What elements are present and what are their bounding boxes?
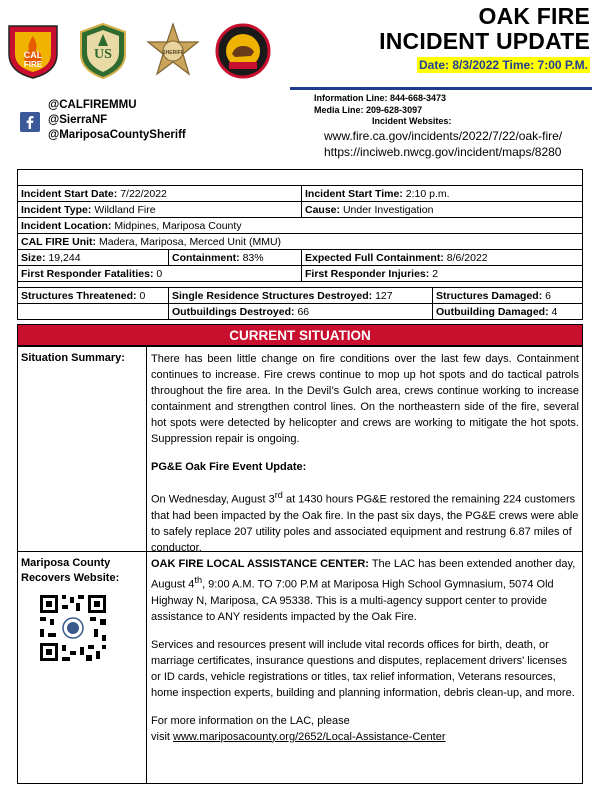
structures-damaged-value: 6	[545, 289, 551, 302]
title-line-2: INCIDENT UPDATE	[379, 28, 590, 54]
incident-websites-label: Incident Websites:	[372, 116, 452, 126]
unit-label: CAL FIRE Unit:	[21, 235, 97, 248]
incident-type-value: Wildland Fire	[94, 203, 156, 216]
handle-sierranf: @SierraNF	[48, 114, 108, 126]
lac-text-part-2: , 9:00 A.M. TO 7:00 P.M at Mariposa High School Gymnasium, 5074 Old Highway N, Mariposa, CA 95338. This is a multi-agency support center to provide assistance to ANY residents impacted by the Oak Fire.	[151, 578, 554, 623]
lac-website-link[interactable]: www.mariposacounty.org/2652/Local-Assistance-Center	[173, 730, 446, 743]
outbuilding-damaged-cell	[433, 304, 583, 320]
agency-logos	[5, 22, 271, 80]
residence-destroyed-value: 127	[375, 289, 393, 302]
structures-damaged-label: Structures Damaged:	[436, 289, 543, 302]
facebook-icon	[20, 112, 40, 132]
title-line-1: OAK FIRE	[478, 3, 590, 29]
structures-threatened-value: 0	[139, 289, 146, 302]
column-divider	[146, 347, 147, 783]
more-info-line-2: visit	[151, 730, 173, 743]
pge-update-heading: PG&E Oak Fire Event Update:	[151, 461, 307, 473]
structures-threatened-cell	[18, 288, 169, 304]
start-date-value: 7/22/2022	[120, 187, 167, 200]
date-time-line: Date: 8/3/2022 Time: 7:00 P.M.	[419, 58, 588, 72]
outbuilding-damaged-value: 4	[551, 305, 558, 318]
unit-value: Madera, Mariposa, Merced Unit (MMU)	[98, 235, 282, 248]
recovers-label-line-2: Recovers Website:	[21, 572, 120, 584]
residence-destroyed-cell	[169, 288, 433, 304]
information-line-number: 844-668-3473	[390, 93, 447, 103]
injuries-value: 2	[432, 267, 439, 280]
start-time-label: Incident Start Time:	[305, 187, 403, 200]
incident-management-team-logo	[215, 22, 271, 80]
information-line	[314, 93, 594, 105]
empty-cell	[18, 304, 169, 320]
svg-text:FIRE: FIRE	[23, 60, 43, 69]
situation-summary-label: Situation Summary:	[21, 352, 125, 364]
lac-heading: OAK FIRE LOCAL ASSISTANCE CENTER:	[151, 558, 369, 570]
more-info-line-1: For more information on the LAC, please	[151, 714, 350, 727]
incident-type-cell	[18, 202, 302, 218]
more-info-text	[151, 713, 579, 745]
containment-value: 83%	[242, 251, 264, 264]
media-line-label: Media Line:	[314, 104, 364, 115]
current-situation-heading: CURRENT SITUATION	[17, 324, 583, 346]
table-spacer-row	[18, 170, 583, 186]
injuries-label: First Responder Injuries:	[305, 267, 430, 280]
size-cell	[18, 250, 169, 266]
location-value: Midpines, Mariposa County	[114, 219, 242, 232]
size-label: Size:	[21, 251, 46, 264]
svg-text:SHERIFF: SHERIFF	[162, 50, 184, 56]
expected-containment-label: Expected Full Containment:	[305, 251, 444, 264]
start-date-cell	[18, 186, 302, 202]
situation-table	[17, 346, 583, 784]
start-time-cell	[302, 186, 583, 202]
inciweb-website-link[interactable]: https://inciweb.nwcg.gov/incident/maps/8280	[324, 144, 562, 159]
lac-text-superscript: th	[194, 575, 203, 585]
injuries-cell	[302, 266, 583, 282]
pge-text-part-1: On Wednesday, August 3	[151, 493, 275, 506]
location-label: Incident Location:	[21, 219, 112, 232]
situation-summary-content	[151, 351, 579, 568]
containment-label: Containment:	[172, 251, 240, 264]
cause-value: Under Investigation	[342, 203, 434, 216]
calfire-website-link[interactable]: www.fire.ca.gov/incidents/2022/7/22/oak-fire/	[324, 128, 563, 143]
lac-content	[151, 556, 579, 757]
svg-text:CAL: CAL	[23, 50, 43, 60]
containment-cell	[169, 250, 302, 266]
incident-info-table	[17, 169, 583, 320]
header	[0, 0, 600, 92]
header-divider	[290, 87, 592, 90]
outbuildings-destroyed-value: 66	[297, 305, 310, 318]
title-block	[379, 4, 590, 74]
recovers-website-label	[21, 556, 119, 586]
services-text: Services and resources present will include vital records offices for birth, death, or marriage certificates, insurance questions and disputes, replacement drivers' licenses or ID cards, vehicle registrations or titles, tax relief information, Veterans resources, home inspection experts, building and planning information, debris clean-up, and more.	[151, 638, 575, 699]
handle-calfiremmu: @CALFIREMMU	[48, 99, 137, 111]
outbuildings-destroyed-cell	[169, 304, 433, 320]
cause-cell	[302, 202, 583, 218]
size-value: 19,244	[48, 251, 81, 264]
fatalities-cell	[18, 266, 302, 282]
lac-text-part-1: The LAC has been extended another day, August 4	[151, 558, 576, 591]
structures-damaged-cell	[433, 288, 583, 304]
svg-text:US: US	[94, 47, 112, 62]
information-line-label: Information Line:	[314, 93, 388, 103]
residence-destroyed-label: Single Residence Structures Destroyed:	[172, 289, 373, 302]
qr-code-icon[interactable]	[38, 593, 108, 663]
social-handles	[48, 98, 238, 143]
pge-update-text	[151, 487, 579, 556]
pge-text-part-2: at 1430 hours PG&E restored the remaining 224 customers that had been impacted by the Oak fire. In the past six days, the PG&E crews were able to safely replace 207 utility poles and associated equipment and restrung 6.87 miles of conductor.	[151, 493, 579, 554]
unit-cell	[18, 234, 583, 250]
cause-label: Cause:	[305, 203, 341, 216]
recovers-label-line-1: Mariposa County	[21, 557, 111, 569]
situation-summary-text: There has been little change on fire conditions over the last few days. Containment continues to increase. Fire crews continue to mop up hot spots and do tactical patrols throughout the fire area. In the Devil’s Gulch area, crews continue working to increase containment and strengthen control lines. On the northeastern side of the fire, several hot spots were detected by helicopter and crews are working to mitigate the hot spots. Suppression repair is ongoing.	[151, 353, 579, 445]
location-cell	[18, 218, 583, 234]
media-line	[314, 105, 594, 117]
lac-text	[151, 556, 579, 625]
start-date-label: Incident Start Date:	[21, 187, 118, 200]
mariposa-sheriff-badge	[145, 22, 201, 80]
start-time-value: 2:10 p.m.	[405, 187, 450, 200]
pge-text-superscript: rd	[274, 490, 283, 500]
expected-containment-value: 8/6/2022	[446, 251, 488, 264]
expected-containment-cell	[302, 250, 583, 266]
forest-service-logo	[75, 22, 131, 80]
outbuilding-damaged-label: Outbuilding Damaged:	[436, 305, 549, 318]
fatalities-value: 0	[156, 267, 163, 280]
fatalities-label: First Responder Fatalities:	[21, 267, 154, 280]
media-line-number: 209-628-3097	[366, 104, 423, 115]
handle-mariposa-sheriff: @MariposaCountySheriff	[48, 129, 186, 141]
incident-type-label: Incident Type:	[21, 203, 92, 216]
outbuildings-destroyed-label: Outbuildings Destroyed:	[172, 305, 295, 318]
contact-block	[314, 93, 594, 160]
structures-threatened-label: Structures Threatened:	[21, 289, 137, 302]
cal-fire-logo	[5, 22, 61, 80]
